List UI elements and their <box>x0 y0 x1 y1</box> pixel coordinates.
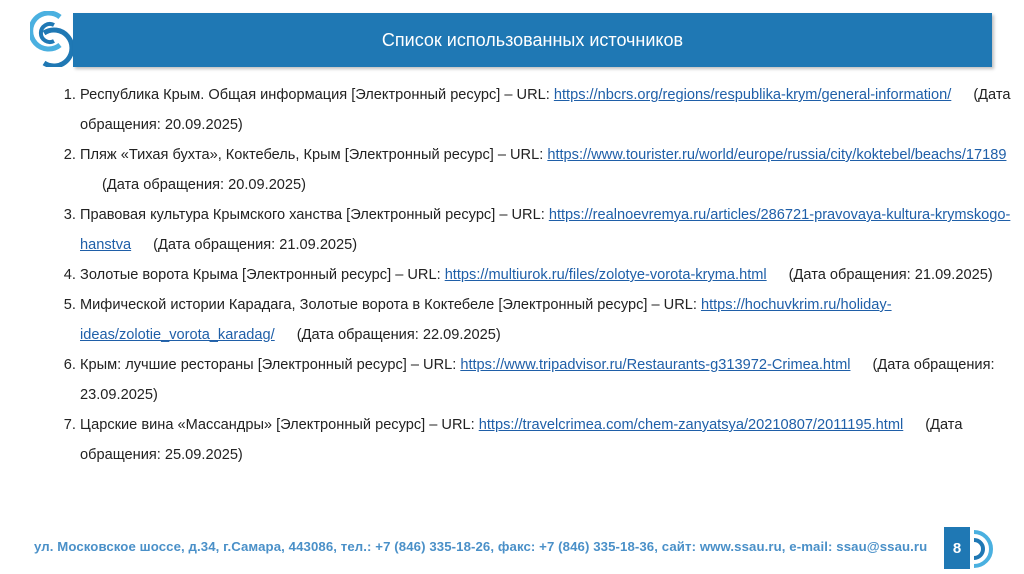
source-text: Царские вина «Массандры» [Электронный ресурс] – URL: <box>80 417 479 433</box>
source-text: Золотые ворота Крыма [Электронный ресурс] – URL: <box>80 267 445 283</box>
slide-title-bar <box>73 13 992 67</box>
source-text: Правовая культура Крымского ханства [Электронный ресурс] – URL: <box>80 207 549 223</box>
page-number-badge <box>944 527 970 569</box>
source-item <box>80 80 1020 140</box>
sources-list <box>38 80 1020 470</box>
source-date: (Дата обращения: 25.09.2025) <box>80 417 963 463</box>
source-date: (Дата обращения: 20.09.2025) <box>80 87 1011 133</box>
source-text: Пляж «Тихая бухта», Коктебель, Крым [Электронный ресурс] – URL: <box>80 147 548 163</box>
source-link[interactable]: https://hochuvkrim.ru/holiday-ideas/zolotie_vorota_karadag/ <box>80 297 892 343</box>
source-link[interactable]: https://multiurok.ru/files/zolotye-vorota-kryma.html <box>444 267 767 283</box>
source-date: (Дата обращения: 22.09.2025) <box>296 327 501 343</box>
source-item <box>80 290 1020 350</box>
source-item <box>80 410 1020 470</box>
source-link[interactable]: https://realnoevremya.ru/articles/286721-pravovaya-kultura-krymskogo-hanstva <box>80 207 1011 253</box>
source-link[interactable]: https://nbcrs.org/regions/respublika-krym/general-information/ <box>553 87 952 103</box>
source-item <box>80 350 1020 410</box>
page-number: 8 <box>952 539 962 557</box>
source-date: (Дата обращения: 21.09.2025) <box>153 237 358 253</box>
ssau-corner-logo-icon <box>972 528 998 570</box>
source-date: (Дата обращения: 20.09.2025) <box>102 177 307 193</box>
source-item <box>80 140 1020 200</box>
ssau-logo-icon <box>30 11 74 67</box>
source-item <box>80 200 1020 260</box>
source-link[interactable]: https://travelcrimea.com/chem-zanyatsya/20210807/2011195.html <box>478 417 904 433</box>
source-date: (Дата обращения: 23.09.2025) <box>80 357 995 403</box>
source-text: Крым: лучшие рестораны [Электронный ресурс] – URL: <box>80 357 461 373</box>
source-text: Мифической истории Карадага, Золотые ворота в Коктебеле [Электронный ресурс] – URL: <box>80 297 701 313</box>
source-link[interactable]: https://www.tourister.ru/world/europe/russia/city/koktebel/beachs/17189 <box>547 147 1007 163</box>
source-text: Республика Крым. Общая информация [Электронный ресурс] – URL: <box>80 87 554 103</box>
source-date: (Дата обращения: 21.09.2025) <box>788 267 993 283</box>
footer-contacts: ул. Московское шоссе, д.34, г.Самара, 443086, тел.: +7 (846) 335-18-26, факс: +7 (846) 335-18-36, сайт: www.ssau.ru, e-mail: ssau@ssau.ru <box>34 539 928 554</box>
source-link[interactable]: https://www.tripadvisor.ru/Restaurants-g313972-Crimea.html <box>460 357 851 373</box>
slide-title: Список использованных источников <box>381 29 684 50</box>
source-item <box>80 260 1020 290</box>
